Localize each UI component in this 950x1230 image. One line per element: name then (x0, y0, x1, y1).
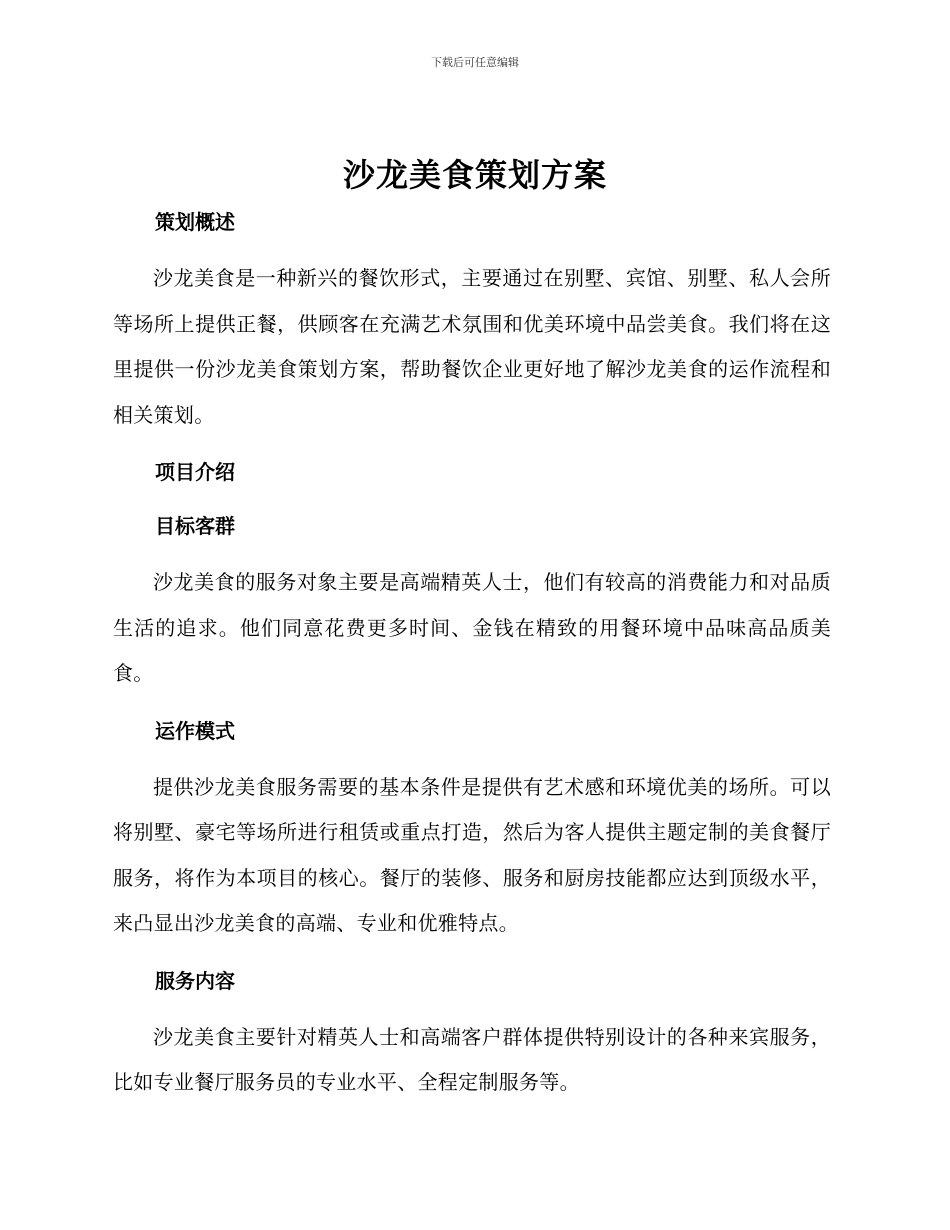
page-title: 沙龙美食策划方案 (342, 156, 607, 194)
section-heading-overview: 策划概述 (155, 210, 235, 234)
section-paragraph-target-customers: 沙龙美食的服务对象主要是高端精英人士，他们有较高的消费能力和对品质生活的追求。他们同意花费更多时间、金钱在精致的用餐环境中品味高品质美食。 (113, 570, 831, 685)
section-paragraph-service-content: 沙龙美食主要针对精英人士和高端客户群体提供特别设计的各种来宾服务，比如专业餐厅服务员的专业水平、全程定制服务等。 (113, 1024, 831, 1094)
document-body (113, 202, 831, 1106)
section-heading-service-content: 服务内容 (155, 968, 235, 993)
header-note: 下载后可任意编辑 (431, 56, 519, 69)
section-paragraph-overview: 沙龙美食是一种新兴的餐饮形式，主要通过在别墅、宾馆、别墅、私人会所等场所上提供正餐，供顾客在充满艺术氛围和优美环境中品尝美食。我们将在这里提供一份沙龙美食策划方案，帮助餐饮企业更好地了解沙龙美食的运作流程和相关策划。 (113, 266, 831, 427)
section-heading-project-intro: 项目介绍 (155, 460, 235, 484)
section-heading-target-customers: 目标客群 (155, 514, 235, 538)
section-paragraph-operation-mode: 提供沙龙美食服务需要的基本条件是提供有艺术感和环境优美的场所。可以将别墅、豪宅等场所进行租赁或重点打造，然后为客人提供主题定制的美食餐厅服务，将作为本项目的核心。餐厅的装修、服务和厨房技能都应达到顶级水平，来凸显出沙龙美食的高端、专业和优雅特点。 (113, 774, 831, 935)
section-heading-operation-mode: 运作模式 (155, 718, 235, 743)
